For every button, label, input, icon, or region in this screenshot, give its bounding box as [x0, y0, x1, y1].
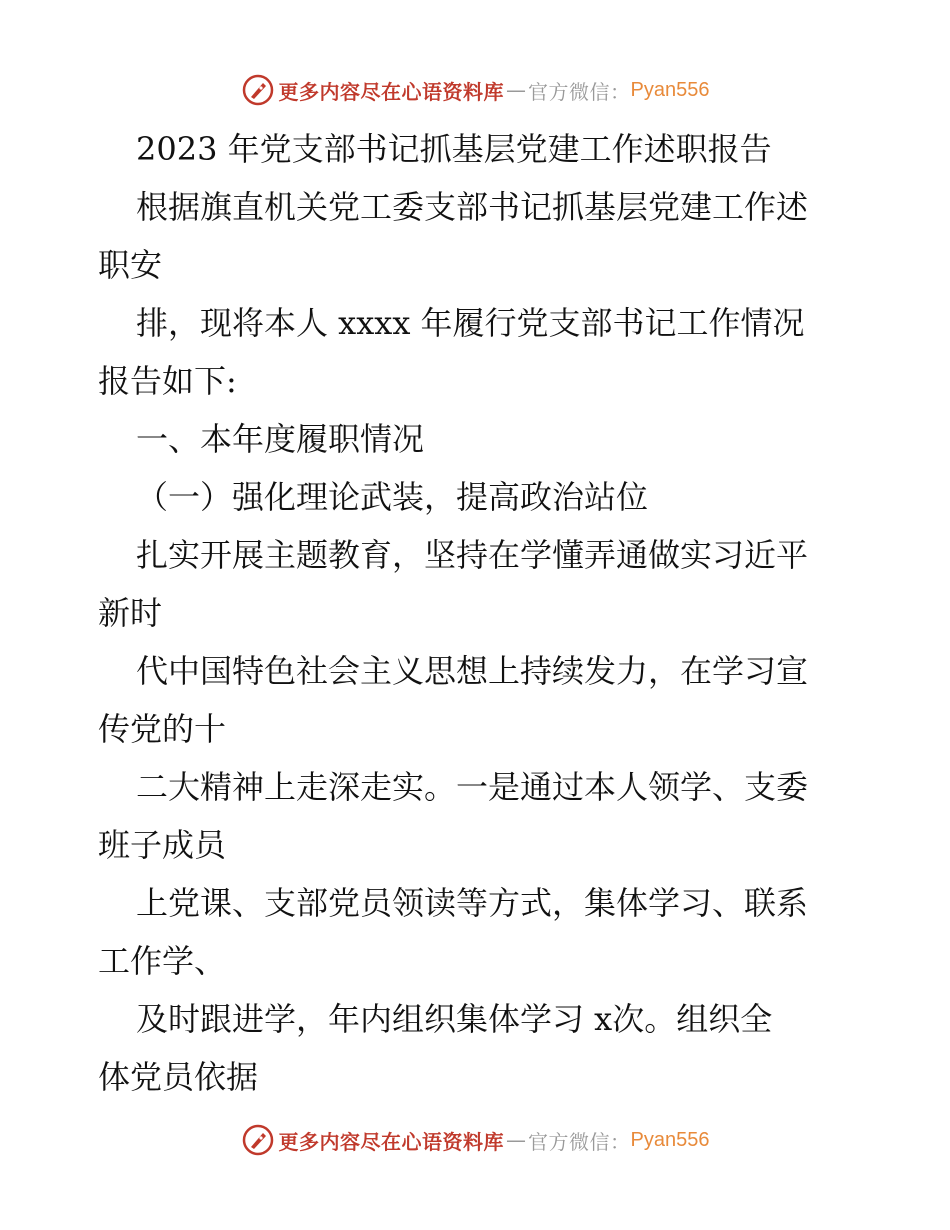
promo-text: 更多内容尽在心语资料库 — [278, 1129, 505, 1154]
paragraph-line: 扎实开展主题教育，坚持在学懂弄通做实习近平 — [136, 536, 809, 574]
footer-banner — [0, 1120, 950, 1160]
paragraph-line: 职安 — [98, 246, 163, 284]
paragraph-line: 排，现将本人 xxxx 年履行党支部书记工作情况 — [136, 304, 805, 342]
paragraph-line: 上党课、支部党员领读等方式，集体学习、联系 — [136, 884, 809, 922]
subsection-heading: （一）强化理论武装，提高政治站位 — [136, 478, 649, 516]
separator-dash: — — [506, 78, 527, 102]
paragraph-line: 班子成员 — [98, 826, 227, 864]
promo-banner — [241, 1123, 710, 1157]
document-title: 2023 年党支部书记抓基层党建工作述职报告 — [136, 130, 772, 168]
document-body — [98, 120, 858, 1106]
paragraph-line: 及时跟进学，年内组织集体学习 x次。组织全 — [136, 1000, 773, 1038]
paragraph-line: 新时 — [98, 594, 163, 632]
pen-nib-logo-icon — [241, 1123, 275, 1157]
header-banner — [0, 70, 950, 110]
promo-text: 更多内容尽在心语资料库 — [278, 79, 505, 104]
paragraph-line: 报告如下: — [98, 362, 237, 400]
wechat-account: Pyan556 — [630, 1128, 710, 1151]
separator-dash: — — [506, 1128, 527, 1152]
paragraph-line: 工作学、 — [98, 942, 227, 980]
wechat-account: Pyan556 — [630, 78, 710, 101]
pen-nib-logo-icon — [241, 73, 275, 107]
paragraph-line: 体党员依据 — [98, 1058, 259, 1096]
paragraph-line: 根据旗直机关党工委支部书记抓基层党建工作述 — [136, 188, 809, 226]
paragraph-line: 代中国特色社会主义思想上持续发力，在学习宣 — [136, 652, 809, 690]
section-heading: 一、本年度履职情况 — [136, 420, 425, 458]
promo-banner — [241, 73, 710, 107]
paragraph-line: 传党的十 — [98, 710, 227, 748]
wechat-label: 官方微信： — [528, 1129, 631, 1154]
wechat-label: 官方微信： — [528, 79, 631, 104]
paragraph-line: 二大精神上走深走实。一是通过本人领学、支委 — [136, 768, 809, 806]
